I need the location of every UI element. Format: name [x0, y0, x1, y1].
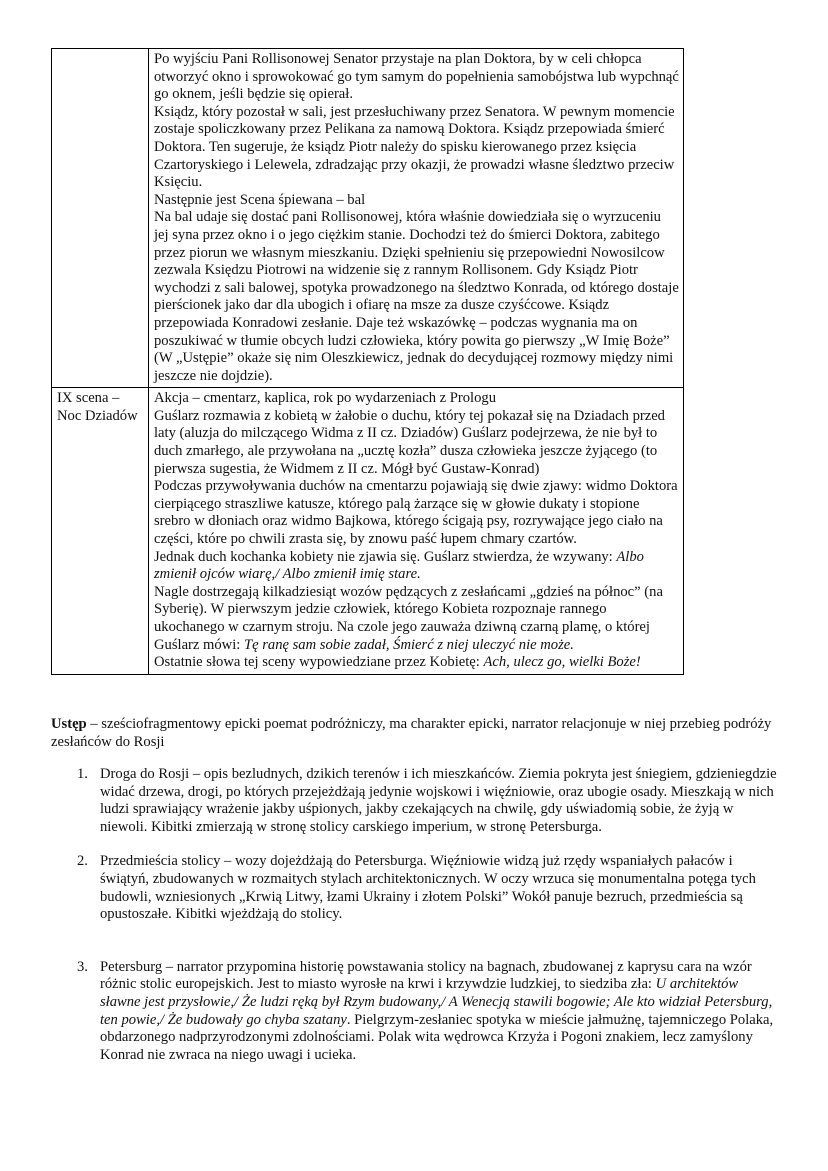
paragraph — [154, 408, 679, 478]
list-item — [51, 766, 781, 836]
text-run: Nagle dostrzegają kilkadziesiąt wozów pędzących z zesłańcami „gdzieś na północ” (na Syberię). W pierwszym jedzie człowiek, którego Kobieta rozpoznaje rannego ukochanego w czarnym stroju. Na czole jego zauważa dziwną czarną plamę, o której Guślarz mówi: — [154, 583, 663, 653]
ustep-intro — [51, 716, 781, 751]
list-item — [51, 853, 781, 923]
section-heading: Ustęp — [51, 716, 87, 732]
text-run: Petersburg – narrator przypomina historię powstawania stolicy na bagnach, zbudowanej z kaprysu cara na wzór różnic stolic europejskich. Jest to miasto wyrosłe na krwi i krzywdzie ludzkiej, to siedziba zła: — [100, 958, 752, 993]
paragraph — [154, 192, 679, 210]
text-run: Ksiądz, który pozostał w sali, jest przesłuchiwany przez Senatora. W pewnym momencie zostaje spoliczkowany przez Pelikana za namową Doktora. Ksiądz przepowiada śmierć Doktora. Ten sugeruje, że ksiądz Piotr należy do spisku kierowanego przez księcia Czartoryskiego i Lelewela, zdradzając przy okazji, że prowadzi własne śledztwo przeciw Księciu. — [154, 103, 675, 191]
table-row — [52, 388, 684, 675]
synopsis-table — [51, 48, 684, 675]
text-run: . Pielgrzym-zesłaniec spotyka w mieście jałmużnę, tajemniczego Polaka, obdarzonego nadprzyrodzonymi zdolnościami. Polak wita wędrowca Krzyża i Pogoni znakiem, lecz zamyślony Konrad nie zwraca na niego uwagi i ucieka. — [100, 1011, 774, 1063]
list-item — [51, 959, 781, 1065]
quote-text: U architektów sławne jest przysłowie,/ Że ludzi ręką był Rzym budowany,/ A Wenecją stawili bogowie; Ale kto widział Petersburg, ten powie,/ Że budowały go chyba szatany — [100, 976, 773, 1028]
scene-cell — [52, 49, 149, 388]
paragraph — [154, 390, 679, 408]
intro-text: – sześciofragmentowy epicki poemat podróżniczy, ma charakter epicki, narrator relacjonuje w niej przebieg podróży zesłańców do Rosji — [51, 716, 772, 750]
paragraph — [154, 654, 679, 672]
list-number: 3. — [77, 958, 88, 975]
text-run: Ostatnie słowa tej sceny wypowiedziane przez Kobietę: — [154, 654, 484, 671]
text-run: Na bal udaje się dostać pani Rollisonowej, która właśnie dowiedziała się o wyrzuceniu jej syna przez okno i o jego ciężkim stanie. Dochodzi też do śmierci Doktora, zabitego przez piorun we własnym mieszkaniu. Dzięki spełnieniu się przepowiedni Nowosilcow zezwala Księdzu Piotrowi na widzenie się z rannym Rollisonem. Gdy Ksiądz Piotr wychodzi z sali balowej, spotyka prowadzonego na śledztwo Konrada, od którego dostaje pierścionek jako dar dla ubogich i ofiarę na msze za dusze czyśćcowe. Ksiądz przepowiada Konradowi zesłanie. Daje też wskazówkę – podczas wygnania ma on poszukiwać w tłumie obcych ludzi człowieka, który powita go pierwszy „W Imię Boże” (W „Ustępie” okaże się nim Oleszkiewicz, jednak do decydującej rozmowy między nimi jeszcze nie dojdzie). — [154, 209, 679, 384]
list-number: 2. — [77, 853, 88, 870]
paragraph — [154, 584, 679, 654]
text-run: Przedmieścia stolicy – wozy dojeżdżają do Petersburga. Więźniowie widzą już rzędy wspaniałych pałaców i świątyń, zbudowanych w rozmaitych stylach architektonicznych. W oczy wrzuca się monumentalna potęga tych budowli, wzniesionych „Krwią Litwy, łzami Ukrainy i złotem Polski” Wokół panuje bezruch, przedmieścia są opustoszałe. Kibitki wjeżdżają do stolicy. — [100, 853, 756, 923]
description-cell — [149, 49, 684, 388]
paragraph — [154, 478, 679, 548]
description-cell — [149, 388, 684, 675]
text-run: Jednak duch kochanka kobiety nie zjawia się. Guślarz stwierdza, że wzywany: — [154, 548, 617, 565]
text-run: Po wyjściu Pani Rollisonowej Senator przystaje na plan Doktora, by w celi chłopca otworzyć okno i sprowokować go tym samym do popełnienia samobójstwa lub wypchnąć go oknem, jeśli będzie się opierał. — [154, 51, 679, 103]
paragraph — [154, 549, 679, 584]
text-run: Podczas przywoływania duchów na cmentarzu pojawiają się dwie zjawy: widmo Doktora cierpiącego straszliwe katusze, którego palą żarzące się w głowie dukaty i stopione srebro w dłoniach oraz widmo Bajkowa, którego ścigają psy, rozrywające jego ciało na części, które po chwili zrasta się, by znowu paść łupem chmary czartów. — [154, 478, 678, 548]
list-number: 1. — [77, 766, 88, 782]
quote-text: Ach, ulecz go, wielki Boże! — [483, 654, 641, 671]
ustep-fragments-list — [51, 766, 781, 1064]
text-run: Następnie jest Scena śpiewana – bal — [154, 191, 366, 208]
paragraph — [154, 209, 679, 385]
quote-text: Albo zmienił ojców wiarę,/ Albo zmienił imię stare. — [154, 548, 644, 583]
text-run: Akcja – cmentarz, kaplica, rok po wydarzeniach z Prologu — [154, 390, 497, 407]
quote-text: Tę ranę sam sobie zadał, Śmierć z niej uleczyć nie może. — [243, 636, 574, 653]
table-row — [52, 49, 684, 388]
text-run: Guślarz rozmawia z kobietą w żałobie o duchu, który tej pokazał się na Dziadach przed laty (aluzja do milczącego Widma z II cz. Dziadów) Guślarz podejrzewa, że nie był to duch zmarłego, ale przywołana na „ucztę kozła” dusza człowieka jeszcze żyjącego (to pierwsza sugestia, że Widmem z II cz. Mógł być Gustaw-Konrad) — [154, 407, 665, 477]
text-run: Droga do Rosji – opis bezludnych, dzikich terenów i ich mieszkańców. Ziemia pokryta jest śniegiem, gdzieniegdzie widać drzewa, drogi, po których przejeżdżają jedynie wojskowi i więźniowie, oraz ubogie osady. Mieszkają w nich ludzi sprawiający wrażenie jakby uśpionych, jakby czekających na chwilę, gdy uświadomią sobie, że żyją w niewoli. Kibitki zmierzają w stronę stolicy carskiego imperium, w stronę Petersburga. — [100, 766, 777, 835]
paragraph — [154, 104, 679, 192]
paragraph — [154, 51, 679, 104]
scene-cell: IX scena – Noc Dziadów — [52, 388, 149, 675]
